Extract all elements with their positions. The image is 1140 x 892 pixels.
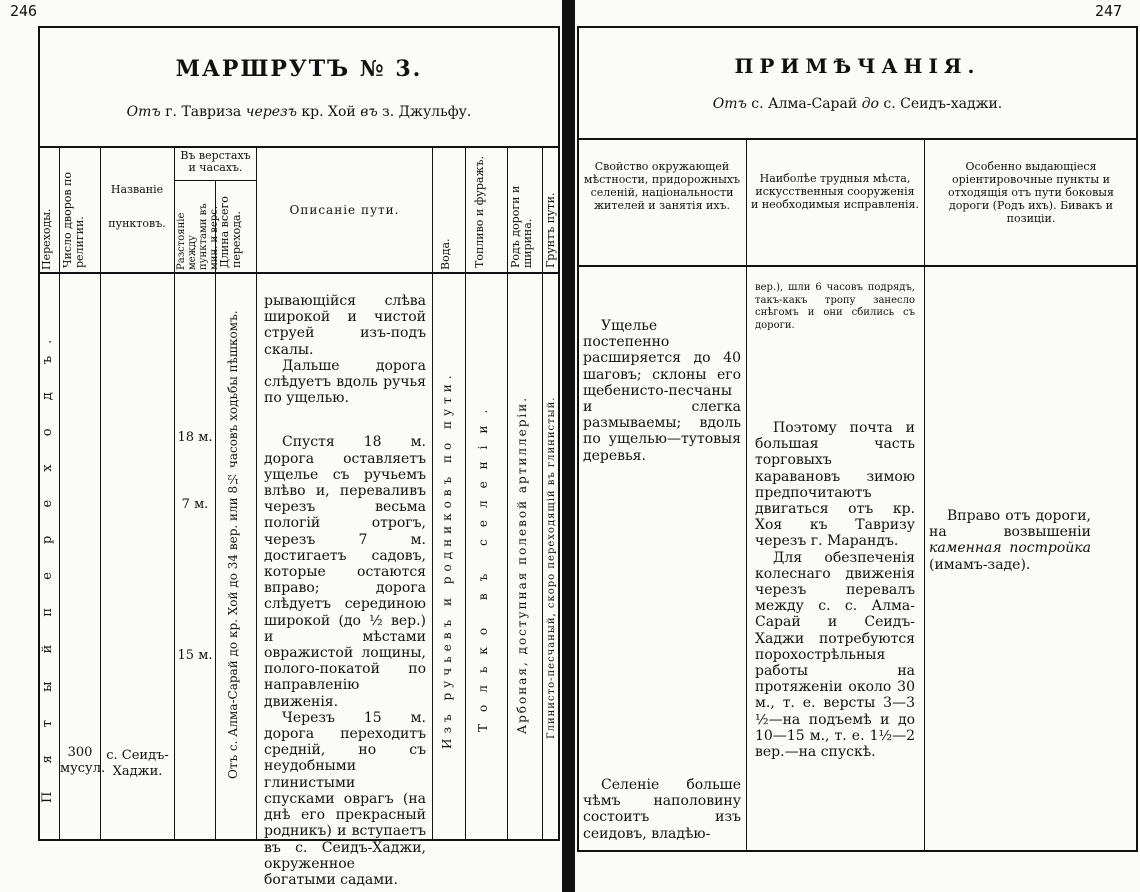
notes-header-bottom-rule [577, 265, 1138, 267]
header-bottom-rule [38, 272, 560, 274]
notes-col1-para2: Селеніе больше чѣмъ наполовину состоитъ изъ сеидовъ, владѣю- [583, 777, 741, 842]
col-line [465, 146, 466, 841]
col-line [432, 146, 433, 841]
col-line [542, 146, 543, 841]
route-title: МАРШРУТЪ № 3. [175, 56, 423, 82]
notes-col-line [746, 138, 747, 852]
notes-title: ПРИМѢЧАНІЯ. [734, 54, 981, 78]
page-number-left: 246 [10, 2, 38, 20]
page-number-right: 247 [1095, 2, 1123, 20]
total-length-cell: Отъ с. Алма-Сарай до кр. Хой до 34 вер. или 8½ часовъ ходьбы пѣшкомъ. [226, 310, 240, 780]
soil-cell: Глинисто-песчаный, скоро переходящій въ глинистый. [546, 396, 557, 740]
notes-col2-text: Поэтому почта и большая часть торговыхъ каравановъ зимою предпочитаютъ двигаться отъ кр. Хоя къ Тавризу черезъ г. Марандъ. Для обезпеченія колеснаго движенія черезъ перевалъ между с. с. Алма-Сарай и Сеидъ-Хаджи потребуются порохострѣльныя работы на протяженіи около 30 м., т. е. версты 3—3 ½—на подъемѣ и до 10—15 м., т. е. 1½—2 вер.—на спускѣ. [755, 420, 915, 761]
notes-col2-note: вер.), шли 6 часовъ подрядъ, такъ-какъ тропу занесло снѣгомъ и они сбились съ дороги. [755, 282, 915, 331]
notes-header-top-rule [577, 138, 1138, 140]
distance-7: 7 м. [181, 497, 209, 512]
notes-header-landmarks: Особенно выдающіеся оріентировочные пункты и отходящія отъ пути боковыя дороги (Родъ ихъ). Бивакъ и позиціи. [948, 160, 1114, 225]
col-line [507, 146, 508, 841]
header-fuel-fodder: Топливо и фуражъ. [473, 155, 486, 268]
header-top-rule [38, 146, 560, 148]
header-road-type: Родъ дороги и ширина. [509, 185, 534, 268]
header-total-length: Длина всего перехода. [218, 196, 243, 268]
header-route-description: Описаніе пути. [289, 203, 400, 217]
header-water: Вода. [439, 238, 452, 270]
notes-header-difficult: Наиболѣе трудныя мѣста, искусственныя сооруженія и необходимыя исправленія. [751, 172, 919, 211]
households-cell: 300 мусул. [60, 745, 106, 776]
right-page [575, 0, 1140, 892]
notes-col-line [924, 138, 925, 852]
notes-subtitle: Отъ с. Алма-Сарай до с. Сеидъ-хаджи. [712, 96, 1003, 112]
water-cell: Изъ ручьевъ и родниковъ по пути. [440, 370, 454, 750]
header-verst-hours: Въ верстахъ и часахъ. [180, 149, 251, 174]
col-line [215, 180, 216, 841]
notes-col1-para1: Ущелье постепенно расширяется до 40 шаговъ; склоны его щебенисто-песчаны и слегка размываемы; вдоль по ущелью—тутовыя деревья. [583, 318, 741, 464]
header-soil: Грунтъ пути. [544, 192, 557, 268]
road-type-cell: Арбоная, доступная полевой артиллеріи. [515, 395, 529, 735]
route-subtitle: Отъ г. Тавриза черезъ кр. Хой въ з. Джульфу. [126, 104, 472, 120]
notes-header-surroundings: Свойство окружающей мѣстности, придорожныхъ селеній, національности жителей и занятія ихъ. [583, 160, 741, 212]
header-crossings: Переходы. [40, 208, 53, 270]
fuel-cell: Только въ селеніи. [476, 397, 490, 733]
notes-col3-text: Вправо отъ дороги, на возвышеніи каменная постройка (имамъ-заде). [929, 508, 1091, 573]
distance-15: 15 м. [177, 648, 213, 663]
book-gutter [562, 0, 575, 892]
col-line [59, 146, 60, 841]
distance-18: 18 м. [177, 430, 213, 445]
col-line [174, 146, 175, 841]
col-line [256, 146, 257, 841]
place-name-cell: с. Сеидъ- Хаджи. [106, 748, 169, 779]
left-page [0, 0, 562, 892]
header-households: Число дворов по религии. [61, 172, 86, 268]
route-description-text: рывающійся слѣва широкой и чистой струей изъ-подъ скалы. Дальше дорога слѣдуетъ вдоль ручья по ущелью. Спустя 18 м. дорога оставляетъ ущелье съ ручьемъ влѣво и, переваливъ черезъ весьма пологій отрогъ, черезъ 7 м. достигаетъ садовъ, которые остаются вправо; дорога слѣдуетъ серединою широкой (до ½ вер.) и мѣстами овражистой лощины, полого-покатой по направленію движенія. Черезъ 15 м. дорога переходитъ средній, но съ неудобными глинистыми спусками оврагъ (на днѣ его прекрасный родникъ) и вступаетъ въ с. Сеидъ-Хаджи, окруженное богатыми садами. [264, 293, 426, 888]
header-distance-between: Разстояніе между пунктами въ мин. и верс. [176, 203, 220, 270]
col-line [100, 146, 101, 841]
col-crossing-label: П я т ы й п е р е х о д ъ. [40, 327, 55, 803]
header-place-name: Названіе пунктовъ. [108, 183, 166, 230]
